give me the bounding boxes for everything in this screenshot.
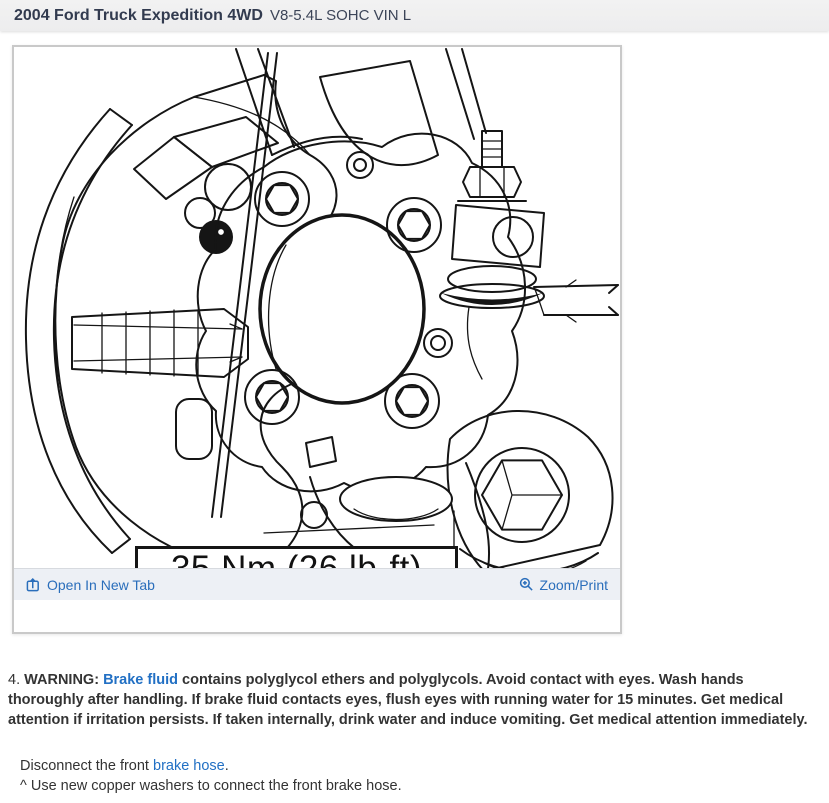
warning-text: contains polyglycol ethers and polyglycols. Avoid contact with eyes. Wash hands thoroughly after handling. If brake fluid contacts eyes, flush eyes with running water for 15 minutes. Get medical attention if irritation persists. If taken internally, drink water and induce vomiting. Get medical attention immediately. [8,672,808,728]
diagram-area [14,47,620,600]
note-instruction [20,776,815,796]
step-text-before: Disconnect the front [20,758,153,774]
note-text: Use new copper washers to connect the front brake hose. [30,778,402,794]
open-in-new-tab-link[interactable] [26,577,155,593]
zoom-print-label: Zoom/Print [539,576,608,593]
zoom-print-link[interactable] [519,577,608,593]
step-number: 4. [8,672,25,688]
zoom-magnifier-plus-icon [519,577,534,592]
rotor-arcs [26,109,132,553]
warning-paragraph [8,670,823,730]
lower-arm-bolt [448,411,613,575]
note-marker: ^ [20,778,31,794]
brake-fluid-link[interactable]: Brake fluid [103,672,178,688]
figure-panel [12,45,622,634]
step-instruction [20,756,815,776]
open-in-new-tab-icon [26,577,41,592]
strut-upper [236,49,486,165]
vehicle-engine-subtitle: V8-5.4L SOHC VIN L [269,7,412,24]
open-in-new-tab-label: Open In New Tab [47,576,155,593]
figure-toolbar [14,568,620,600]
vehicle-title: 2004 Ford Truck Expedition 4WD [14,6,263,24]
brake-assembly-diagram [14,47,620,600]
tie-rod-end [440,131,618,379]
step-text-after: . [224,758,229,774]
warning-label: WARNING: [24,672,104,688]
vehicle-header [0,0,829,31]
brake-hose-link[interactable]: brake hose [153,758,225,774]
